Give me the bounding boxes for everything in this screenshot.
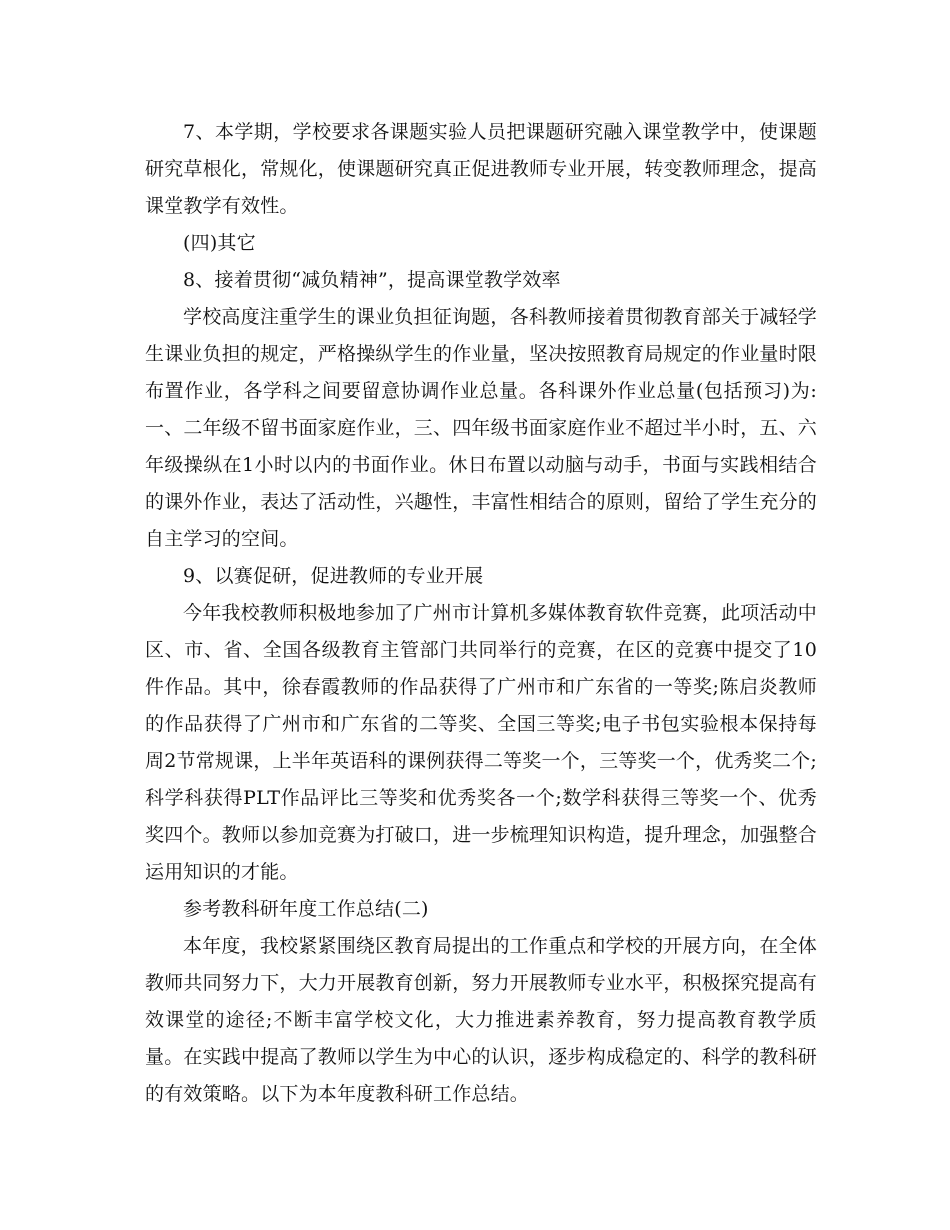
paragraph-item-7: 7、本学期，学校要求各课题实验人员把课题研究融入课堂教学中，使课题研究草根化，常规化，使课题研究真正促进教师专业开展，转变教师理念，提高课堂教学有效性。 <box>145 121 818 217</box>
section-heading-summary-2: 参考教科研年度工作总结(二) <box>183 898 429 920</box>
paragraph-annual-summary: 本年度，我校紧紧围绕区教育局提出的工作重点和学校的开展方向，在全体教师共同努力下，大力开展教育创新，努力开展教师专业水平，积极探究提高有效课堂的途径;不断丰富学校文化，大力推进素养教育，努力提高教育教学质量。在实践中提高了教师以学生为中心的认识，逐步构成稳定的、科学的教科研的有效策略。以下为本年度教科研工作总结。 <box>145 935 818 1105</box>
paragraph-competition: 今年我校教师积极地参加了广州市计算机多媒体教育软件竞赛，此项活动中区、市、省、全国各级教育主管部门共同举行的竞赛，在区的竞赛中提交了10件作品。其中，徐春霞教师的作品获得了广州市和广东省的一等奖;陈启炎教师的作品获得了广州市和广东省的二等奖、全国三等奖;电子书包实验根本保持每周2节常规课，上半年英语科的课例获得二等奖一个，三等奖一个，优秀奖二个;科学科获得PLT作品评比三等奖和优秀奖各一个;数学科获得三等奖一个、优秀奖四个。教师以参加竞赛为打破口，进一步梳理知识构造，提升理念，加强整合运用知识的才能。 <box>145 602 818 883</box>
section-heading-other: (四)其它 <box>183 232 256 254</box>
paragraph-homework-burden: 学校高度注重学生的课业负担征询题，各科教师接着贯彻教育部关于减轻学生课业负担的规定，严格操纵学生的作业量，坚决按照教育局规定的作业量时限布置作业，各学科之间要留意协调作业总量。各科课外作业总量(包括预习)为:一、二年级不留书面家庭作业，三、四年级书面家庭作业不超过半小时，五、六年级操纵在1小时以内的书面作业。休日布置以动脑与动手，书面与实践相结合的课外作业，表达了活动性，兴趣性，丰富性相结合的原则，留给了学生充分的自主学习的空间。 <box>145 306 818 550</box>
item-heading-8: 8、接着贯彻“减负精神”，提高课堂教学效率 <box>183 269 561 291</box>
document-body <box>145 114 817 1113</box>
item-heading-9: 9、以赛促研，促进教师的专业开展 <box>183 565 484 587</box>
